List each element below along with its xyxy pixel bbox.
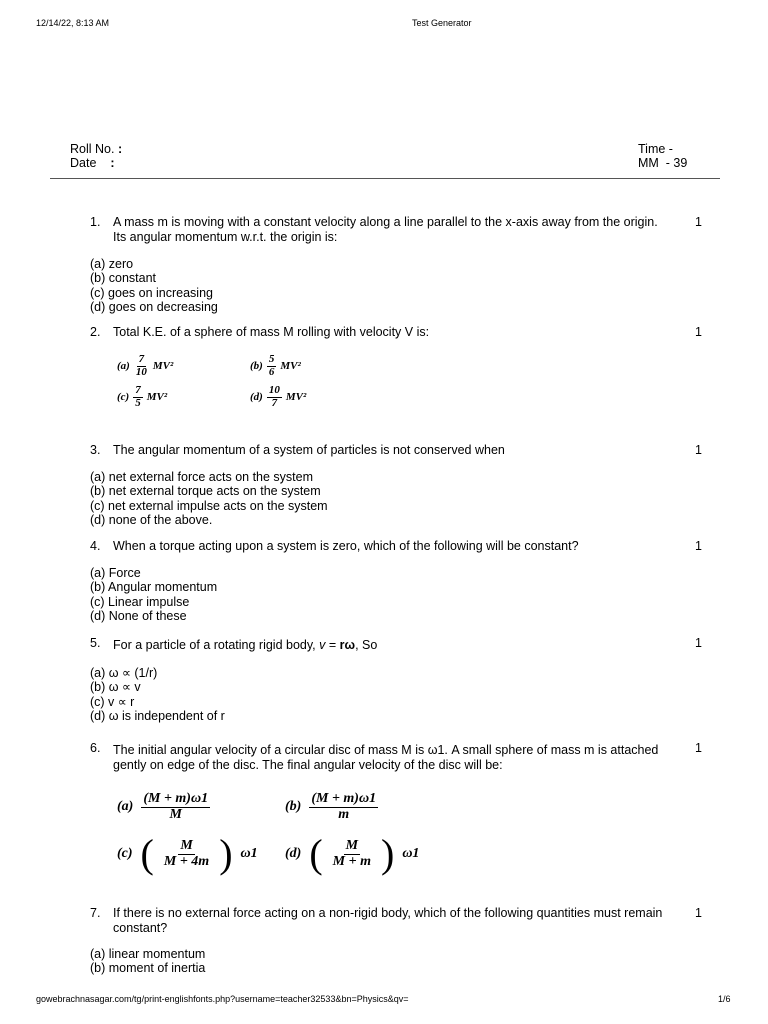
option: (c) net external impulse acts on the system [90,498,328,513]
question-6-text: The initial angular velocity of a circular disc of mass M is ω1. A small sphere of mass m is attached gently on edge of the disc. The final angular velocity of the disc will be: [113,743,659,772]
print-url: gowebrachnasagar.com/tg/print-englishfonts.php?username=teacher32533&bn=Physics&qv= [36,994,409,1004]
math-option-b: (b) $\frac{(M + m)\omega 1}{m}$ [285,791,377,822]
question-5-number: 5. [90,636,101,650]
question-1-number: 1. [90,215,101,229]
option: (b) constant [90,271,157,286]
question-1-marks: 1 [695,215,702,229]
question-1-options [90,257,218,314]
option: (d) goes on decreasing [90,299,218,314]
math-option-a: (a) $\frac{(M + m)\omega 1}{M}$ [117,791,209,822]
right-paren: ) [380,831,395,876]
max-marks-label: MM - 39 [638,156,688,170]
question-2-text: Total K.E. of a sphere of mass M rolling with velocity V is: [113,325,430,339]
option: (c) Linear impulse [90,594,190,609]
math-option-d: (d) ( $\frac{M}{M + m}$ ) ω1 [285,831,420,876]
option: (d) None of these [90,608,187,623]
option: (b) net external torque acts on the system [90,484,321,499]
math-option-d: (d) $\frac{10}{7}$ MV² [250,384,307,409]
question-2-marks: 1 [695,325,702,339]
option: (b) moment of inertia [90,961,206,976]
right-paren: ) [219,831,233,876]
question-2-number: 2. [90,325,101,339]
question-1-text: A mass m is moving with a constant velocity along a line parallel to the x-axis away from the origin. Its angular momentum w.r.t. the origin is: [113,215,658,244]
left-paren: ( [309,831,323,876]
option: (c) v ∝ r [90,694,135,709]
question-5-options [90,666,225,723]
question-3-number: 3. [90,443,101,457]
question-5-text: For a particle of a rotating rigid body, v = rω, So [113,638,378,652]
math-option-c: (c) $\frac{7}{5}$ MV² [117,384,168,409]
option: (a) ω ∝ (1/r) [90,666,158,680]
question-4-text: When a torque acting upon a system is zero, which of the following will be constant? [113,539,579,553]
question-2-math-options [113,352,343,417]
option: (c) goes on increasing [90,285,213,300]
option: (d) none of the above. [90,512,213,527]
math-option-b: (b) $\frac{5}{6}$ MV² [250,353,301,378]
option: (b) Angular momentum [90,580,218,595]
print-title: Test Generator [412,18,472,28]
question-6-math-options [113,788,423,883]
option: (a) zero [90,257,134,271]
roll-no-label: Roll No. : [70,142,123,156]
question-3-marks: 1 [695,443,702,457]
header-divider [50,178,720,179]
question-7-options [90,947,205,976]
question-4-number: 4. [90,539,101,553]
question-6-number: 6. [90,741,101,755]
print-datetime: 12/14/22, 8:13 AM [36,18,110,28]
left-paren: ( [140,831,154,876]
date-label: Date : [70,156,115,170]
time-label: Time - [638,142,673,156]
question-3-text: The angular momentum of a system of particles is not conserved when [113,443,505,457]
question-4-marks: 1 [695,539,702,553]
option: (a) linear momentum [90,947,206,961]
math-option-a: (a) $\frac{7}{10}$ MV² [117,353,174,378]
option: (a) net external force acts on the system [90,470,314,484]
question-5-marks: 1 [695,636,702,650]
option: (b) ω ∝ v [90,680,141,695]
question-4-options [90,566,217,623]
question-7-number: 7. [90,906,101,920]
option: (d) ω is independent of r [90,708,225,723]
math-option-c: (c) ( $\frac{M}{M + 4m}$ ) ω1 [117,831,258,876]
page-number: 1/6 [718,994,731,1004]
question-6-marks: 1 [695,741,702,755]
question-7-text: If there is no external force acting on a non-rigid body, which of the following quantities must remain constant? [113,906,663,935]
option: (a) Force [90,566,141,580]
question-7-marks: 1 [695,906,702,920]
question-3-options [90,470,328,527]
